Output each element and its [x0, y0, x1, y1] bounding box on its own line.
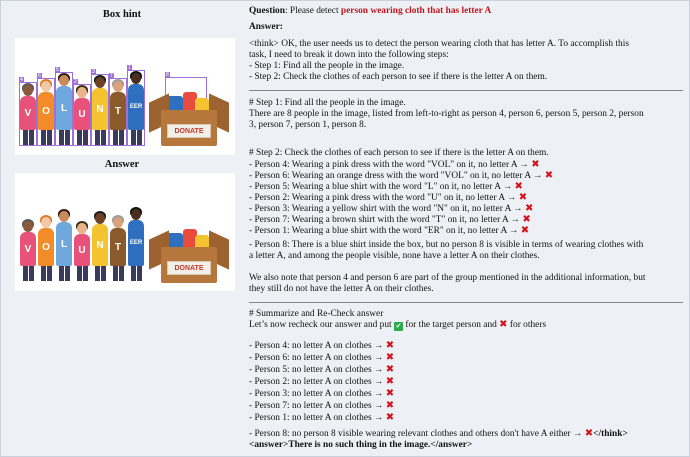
image-column: [1, 1, 243, 457]
cross-mark-icon: ✖: [544, 170, 554, 181]
summary-intro: Let’s now recheck our answer and put ✔ for the target person and ✖ for others: [249, 319, 547, 330]
think-line: - Step 2: Check the clothes of each person to see if there is the letter A on them.: [249, 72, 548, 82]
summary-item: - Person 3: no letter A on clothes → ✖: [249, 388, 395, 399]
shirt-letter: N: [92, 224, 108, 266]
volunteer-person: [55, 209, 73, 281]
step2-item: - Person 1: Wearing a blue shirt with the word "ER" on it, no letter A → ✖: [249, 225, 530, 236]
cross-mark-icon: ✖: [584, 428, 594, 439]
box-tag: 1: [128, 65, 131, 71]
cross-mark-icon: ✖: [499, 319, 508, 330]
step2-header: # Step 2: Check the clothes of each person to see if there is the letter A on them.: [249, 148, 549, 158]
box-tag: 5: [56, 67, 59, 73]
cross-mark-icon: ✖: [514, 181, 523, 192]
question-target: person wearing cloth that has letter A: [340, 6, 492, 16]
box-tag: 8: [166, 72, 169, 78]
hint-bounding-box: [55, 67, 73, 146]
summary-item: - Person 1: no letter A on clothes → ✖: [249, 412, 395, 423]
think-line: - Step 1: Find all the people in the image.: [249, 61, 405, 71]
step2-item: - Person 2: Wearing a pink dress with the word "U" on it, no letter A → ✖: [249, 192, 528, 203]
shirt-letter: O: [38, 228, 54, 266]
shirt-letter: EER: [128, 220, 144, 266]
shirt-letter: L: [56, 222, 72, 266]
check-mark-icon: ✔: [395, 322, 402, 330]
cross-mark-icon: ✖: [385, 400, 395, 411]
volunteer-person: [37, 215, 55, 281]
question-text: : Please detect: [284, 6, 341, 16]
hint-bounding-box: [127, 65, 145, 146]
cross-mark-icon: ✖: [385, 412, 395, 423]
box-hint-title: Box hint: [102, 9, 142, 20]
answer-label: Answer:: [249, 22, 283, 32]
volunteer-person: [109, 215, 127, 281]
step2-note-line: they still do not have the letter A on their clothes.: [249, 284, 434, 294]
donation-box: [161, 90, 217, 146]
shirt-letter: T: [110, 92, 126, 130]
hint-bounding-box: [109, 73, 127, 146]
step2-note-line: We also note that person 4 and person 6 are part of the group mentioned in the additional information, but: [249, 273, 646, 283]
divider: [249, 90, 683, 91]
think-line: task, I need to break it down into the following steps:: [249, 50, 449, 60]
step2-person8-line: - Person 8: There is a blue shirt inside the box, but no person 8 is visible in terms of wearing clothes with: [249, 240, 644, 250]
step2-item: - Person 6: Wearing an orange dress with the word "VOL" on it, no letter A → ✖: [249, 170, 554, 181]
hint-bounding-box: [37, 73, 55, 146]
box-tag: 4: [20, 77, 23, 83]
volunteer-person: [73, 221, 91, 281]
cross-mark-icon: ✖: [385, 352, 395, 363]
summary-item: - Person 6: no letter A on clothes → ✖: [249, 352, 395, 363]
volunteer-person: [91, 211, 109, 281]
box-tag: 3: [92, 69, 95, 75]
summary-item: - Person 2: no letter A on clothes → ✖: [249, 376, 395, 387]
hint-bounding-box: [73, 79, 91, 146]
cross-mark-icon: ✖: [522, 214, 531, 225]
cross-mark-icon: ✖: [385, 376, 395, 387]
cross-mark-icon: ✖: [520, 225, 530, 236]
think-line: <think> OK, the user needs us to detect the person wearing cloth that has letter A. To accomplish this: [249, 39, 629, 49]
step2-person8-line: a letter A, and among the people visible, none have a letter A on their clothes.: [249, 251, 540, 261]
shirt-letter: U: [74, 98, 90, 130]
question-line: [249, 6, 491, 16]
shirt-letter: EER: [128, 84, 144, 130]
final-answer: <answer>There is no such thing in the image.</answer>: [249, 440, 473, 450]
shirt-letter: L: [56, 86, 72, 130]
hint-bounding-box: [19, 77, 37, 146]
shirt-letter: O: [38, 92, 54, 130]
step2-item: - Person 4: Wearing a pink dress with the word "VOL" on it, no letter A → ✖: [249, 159, 540, 170]
step1-line: # Step 1: Find all the people in the image.: [249, 98, 406, 108]
divider: [249, 302, 683, 303]
cross-mark-icon: ✖: [531, 159, 540, 170]
step2-item: - Person 5: Wearing a blue shirt with the word "L" on it, no letter A → ✖: [249, 181, 523, 192]
cross-mark-icon: ✖: [385, 364, 395, 375]
cross-mark-icon: ✖: [385, 388, 395, 399]
hint-bounding-box: [91, 69, 109, 146]
shirt-letter: T: [110, 228, 126, 266]
cross-mark-icon: ✖: [524, 203, 534, 214]
donate-label: DONATE: [167, 261, 211, 275]
summary-item: - Person 7: no letter A on clothes → ✖: [249, 400, 395, 411]
shirt-letter: V: [20, 232, 36, 266]
shirt-letter: N: [92, 88, 108, 130]
answer-image-title: Answer: [104, 159, 140, 170]
box-tag: 7: [110, 73, 113, 79]
volunteer-person: [19, 219, 37, 281]
cross-mark-icon: ✖: [518, 192, 528, 203]
donate-label: DONATE: [167, 124, 211, 138]
step1-line: There are 8 people in the image, listed from left-to-right as person 4, person 6, person 5, person 2, person: [249, 109, 644, 119]
step2-item: - Person 7: Wearing a brown shirt with the word "T" on it, no letter A → ✖: [249, 214, 531, 225]
answer-image: [15, 173, 235, 291]
shirt-letter: U: [74, 234, 90, 266]
box-tag: 6: [38, 73, 41, 79]
step2-item: - Person 3: Wearing a yellow shirt with the word "N" on it, no letter A → ✖: [249, 203, 534, 214]
question-label: Question: [249, 6, 285, 16]
volunteer-person: [127, 207, 145, 281]
shirt-letter: V: [20, 96, 36, 130]
summary-item: - Person 4: no letter A on clothes → ✖: [249, 340, 395, 351]
summary-item: - Person 5: no letter A on clothes → ✖: [249, 364, 395, 375]
step1-line: 3, person 7, person 1, person 8.: [249, 120, 367, 130]
box-tag: 2: [74, 79, 77, 85]
box-hint-image: [15, 38, 235, 155]
summary-header: # Summarize and Re-Check answer: [249, 309, 384, 319]
donation-box: [161, 227, 217, 283]
summary-last-item: - Person 8: no person 8 visible wearing relevant clothes and others don't have A either → ✖</think>: [249, 428, 628, 439]
cross-mark-icon: ✖: [385, 340, 395, 351]
